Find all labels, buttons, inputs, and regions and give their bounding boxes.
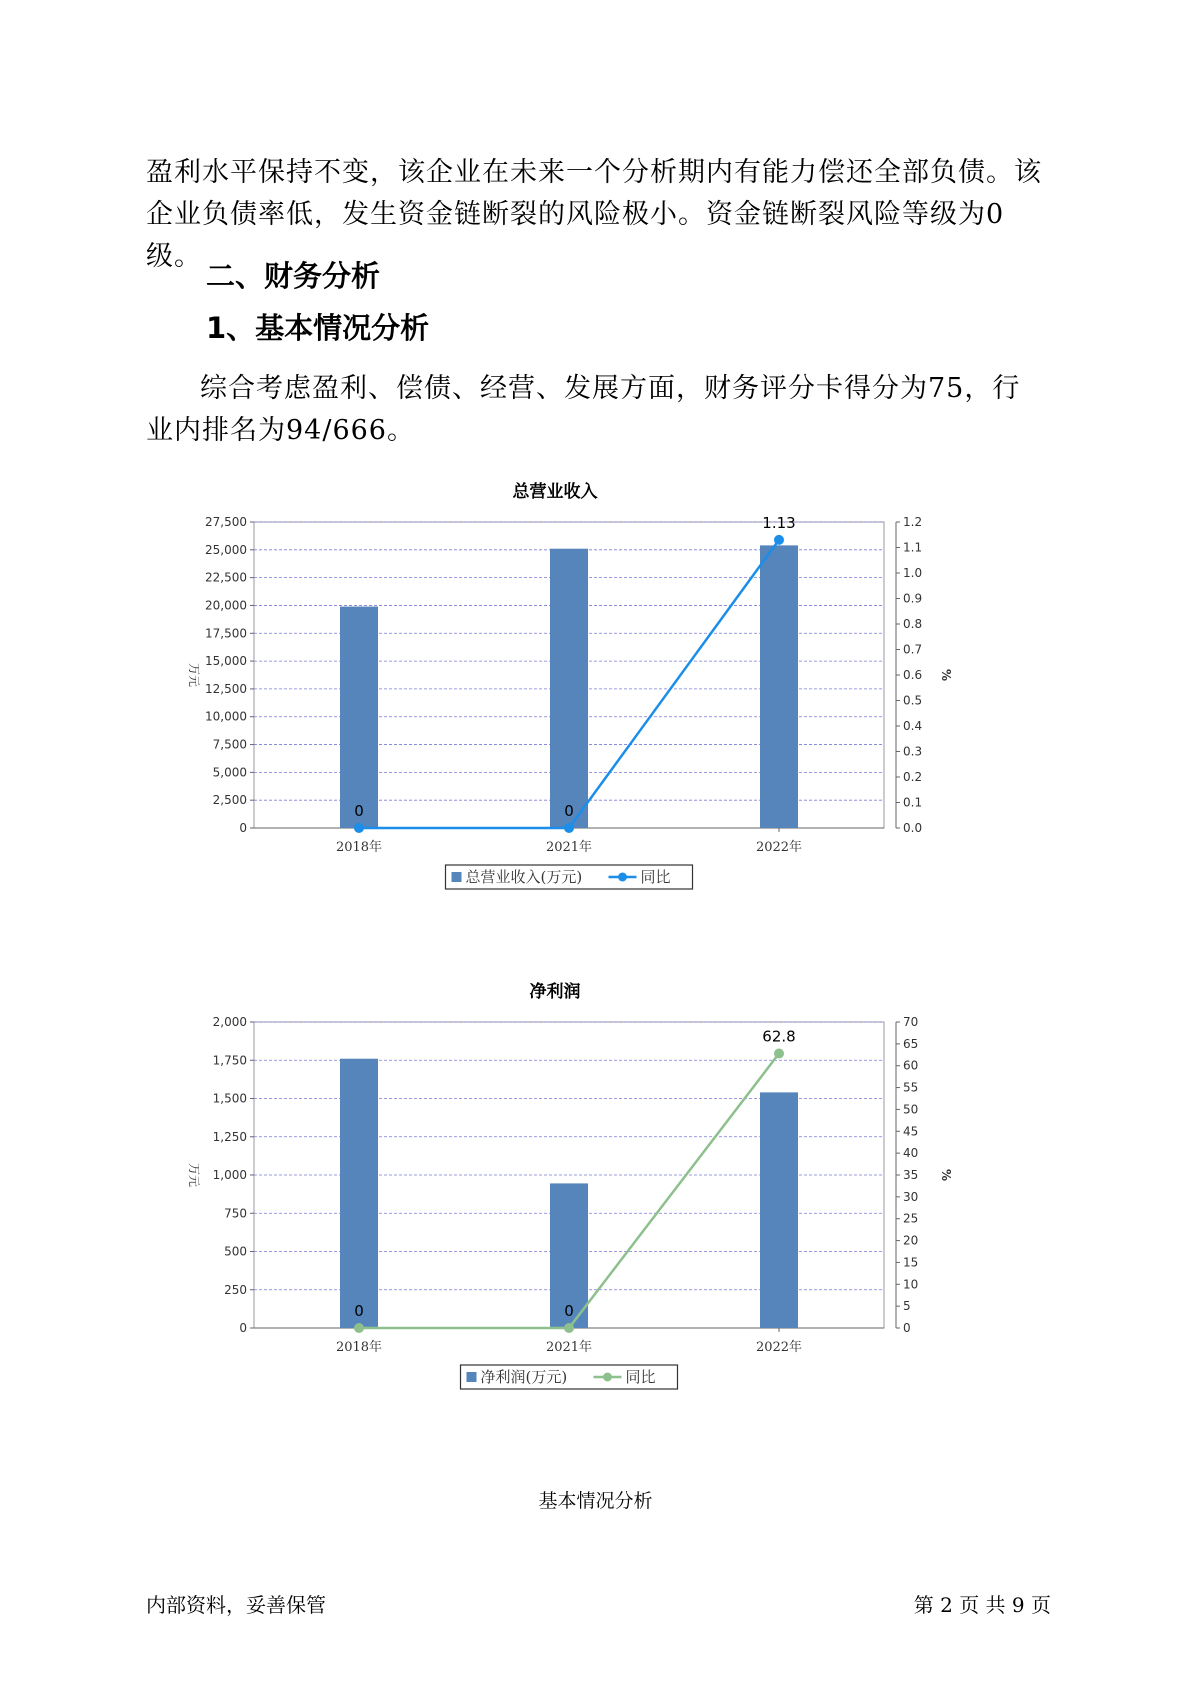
y-tick-label: 15,000	[205, 654, 247, 669]
line-point	[354, 823, 364, 833]
y-tick-label: 0	[239, 1321, 247, 1335]
y2-tick-label: 15	[903, 1255, 919, 1270]
y2-tick-label: 1.2	[903, 515, 923, 529]
legend-bar-swatch	[452, 872, 462, 882]
data-label: 0	[564, 802, 574, 820]
y2-tick-label: 0.2	[903, 770, 923, 784]
line-point	[564, 823, 574, 833]
y2-tick-label: 50	[903, 1102, 919, 1117]
y2-tick-label: 1.0	[903, 566, 923, 580]
y-tick-label: 17,500	[205, 626, 247, 641]
x-tick-label: 2018年	[335, 1340, 383, 1355]
y2-tick-label: 0.3	[903, 744, 923, 759]
footer-note: 内部资料，妥善保管	[146, 1593, 326, 1617]
y2-tick-label: 10	[903, 1277, 919, 1292]
y2-tick-label: 45	[903, 1124, 919, 1139]
legend-bar-swatch	[467, 1372, 477, 1382]
y2-tick-label: 0.0	[903, 821, 923, 835]
revenue-chart-svg	[170, 480, 1030, 940]
y-tick-label: 5,000	[212, 765, 247, 780]
line-point	[564, 1323, 574, 1333]
y-tick-label: 2,000	[212, 1015, 247, 1029]
y2-tick-label: 35	[903, 1168, 919, 1182]
y-tick-label: 10,000	[205, 709, 247, 724]
legend-line-label: 同比	[625, 1368, 656, 1386]
y-tick-label: 1,750	[212, 1053, 247, 1068]
y-tick-label: 2,500	[212, 793, 247, 808]
data-label: 0	[564, 1302, 574, 1320]
y2-tick-label: 70	[903, 1015, 919, 1029]
x-tick-label: 2018年	[335, 840, 383, 855]
bar	[550, 549, 588, 828]
y-tick-label: 750	[224, 1206, 247, 1221]
figure-caption: 基本情况分析	[538, 1490, 653, 1512]
data-label: 0	[354, 802, 364, 820]
y-tick-label: 500	[224, 1244, 247, 1259]
y-axis-label: 万元	[187, 1162, 201, 1188]
y2-tick-label: 0.1	[903, 795, 923, 810]
y-tick-label: 250	[224, 1282, 247, 1297]
bar	[340, 1059, 378, 1328]
para1-line2: 企业负债率低，发生资金链断裂的风险极小。资金链断裂风险等级为0级。	[146, 199, 1005, 272]
y2-axis-label: %	[939, 668, 953, 682]
y-tick-label: 25,000	[205, 542, 247, 557]
revenue-chart	[170, 480, 1030, 940]
legend-bar-label: 净利润(万元)	[480, 1368, 568, 1386]
y2-axis-label: %	[939, 1168, 953, 1182]
y2-tick-label: 0.5	[903, 693, 923, 708]
para1-line1: 盈利水平保持不变，该企业在未来一个分析期内有能力偿还全部负债。该	[146, 157, 1042, 188]
y2-tick-label: 25	[903, 1211, 919, 1226]
legend	[446, 865, 693, 889]
line-point	[354, 1323, 364, 1333]
y-tick-label: 20,000	[205, 598, 247, 613]
line-point	[774, 535, 784, 545]
y-axis-label: 万元	[187, 662, 201, 688]
body-paragraph-2: 综合考虑盈利、偿债、经营、发展方面，财务评分卡得分为75，行业内排名为94/666。	[146, 373, 1021, 446]
subsection-heading: 1、基本情况分析	[206, 311, 430, 345]
y2-tick-label: 55	[903, 1080, 919, 1095]
bar	[340, 607, 378, 828]
page-number: 第 2 页 共 9 页	[913, 1593, 1051, 1617]
y2-tick-label: 20	[903, 1233, 919, 1248]
chart-title: 净利润	[529, 982, 581, 1002]
y-tick-label: 22,500	[205, 570, 247, 585]
legend-line-marker	[618, 873, 627, 882]
x-tick-label: 2022年	[755, 1340, 803, 1355]
y2-tick-label: 0.8	[903, 617, 923, 631]
y2-tick-label: 30	[903, 1189, 919, 1204]
y2-tick-label: 0	[903, 1321, 911, 1335]
y2-tick-label: 1.1	[903, 540, 923, 555]
y2-tick-label: 65	[903, 1036, 919, 1051]
legend	[461, 1365, 678, 1389]
y2-tick-label: 60	[903, 1058, 919, 1073]
section-heading: 二、财务分析	[206, 259, 381, 293]
y2-tick-label: 40	[903, 1146, 919, 1161]
y-tick-label: 1,500	[212, 1091, 247, 1106]
y-tick-label: 27,500	[205, 515, 247, 529]
x-tick-label: 2022年	[755, 840, 803, 855]
legend-line-label: 同比	[640, 868, 671, 886]
x-tick-label: 2021年	[545, 840, 593, 855]
y-tick-label: 1,250	[212, 1129, 247, 1144]
data-label: 1.13	[762, 513, 796, 532]
y2-tick-label: 5	[903, 1299, 911, 1314]
net-profit-chart	[170, 980, 1030, 1440]
y-tick-label: 7,500	[212, 737, 247, 752]
x-tick-label: 2021年	[545, 1340, 593, 1355]
data-label: 62.8	[762, 1027, 796, 1046]
y-tick-label: 0	[239, 821, 247, 835]
bar	[760, 1092, 798, 1328]
legend-line-marker	[603, 1373, 612, 1382]
net-profit-chart-svg	[170, 980, 1030, 1440]
y-tick-label: 12,500	[205, 681, 247, 696]
y2-tick-label: 0.9	[903, 591, 923, 606]
legend-bar-label: 总营业收入(万元)	[465, 868, 583, 886]
y-tick-label: 1,000	[212, 1168, 247, 1182]
y2-tick-label: 0.4	[903, 719, 923, 733]
line-point	[774, 1048, 784, 1058]
y2-tick-label: 0.7	[903, 642, 923, 657]
bar	[760, 545, 798, 828]
y2-tick-label: 0.6	[903, 668, 923, 682]
data-label: 0	[354, 1302, 364, 1320]
chart-title: 总营业收入	[512, 482, 598, 502]
